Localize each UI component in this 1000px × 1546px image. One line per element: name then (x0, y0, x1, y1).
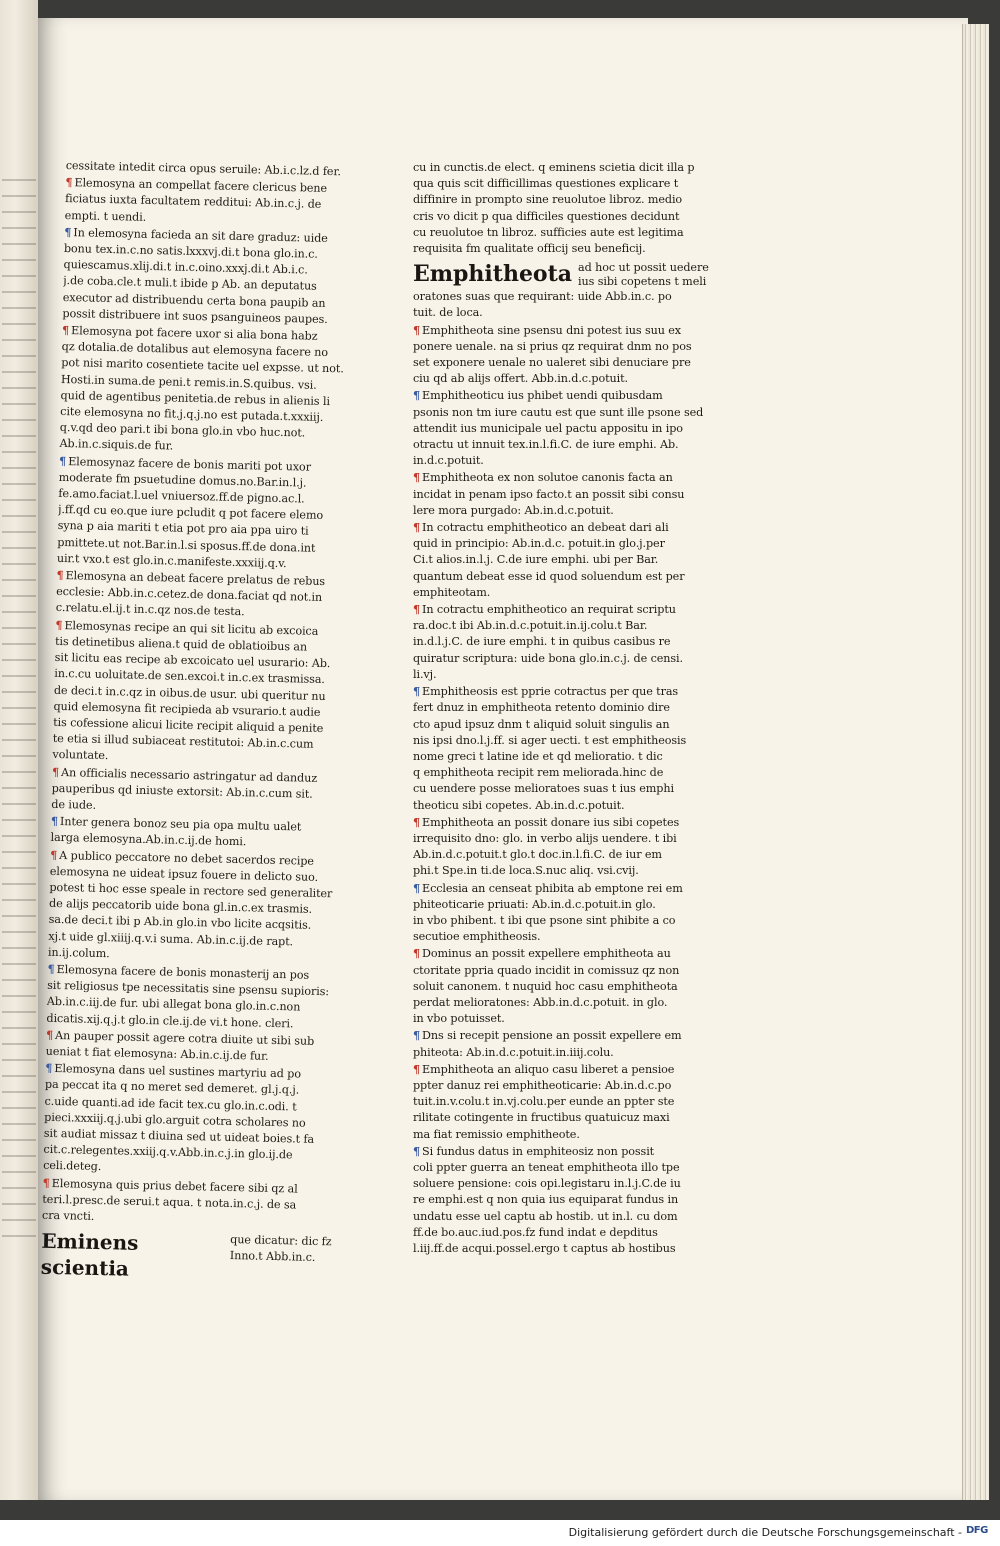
line-text: nis ipsi dno.l.j.ff. si ager uecti. t est emphitheosis (413, 733, 687, 747)
text-line (413, 1110, 703, 1126)
line-text: nome greci t latine ide et qd melioratio. t dic (413, 749, 663, 763)
text-line (413, 339, 703, 355)
line-text: c.uide quanti.ad ide facit tex.cu glo.in.c.odi. t (44, 1094, 297, 1114)
text-line: que dicatur: dic fz (230, 1233, 332, 1249)
line-text: coli ppter guerra an teneat emphitheota illo tpe (413, 1160, 680, 1174)
line-text: celi.deteg. (42, 1159, 102, 1174)
line-text: Emphitheota an possit donare ius sibi copetes (422, 815, 680, 829)
text-line (413, 1241, 703, 1257)
line-text: ciu qd ab alijs offert. Abb.in.d.c.potuit. (413, 372, 628, 386)
line-text: pmittete.ut not.Bar.in.l.si sposus.ff.de dona.int (57, 535, 316, 555)
line-text: executor ad distribuendu certa bona paupib an (62, 290, 326, 310)
text-line: tuit. de loca. (413, 306, 483, 320)
line-text: tis detinetibus aliena.t quid de oblatioibus an (54, 634, 308, 654)
right-text-column (413, 160, 709, 1257)
heading-side-text (578, 261, 709, 289)
line-text: In elemosyna facieda an sit dare graduz: uide (73, 225, 328, 245)
line-text: ficiatus iuxta facultatem redditui: Ab.in.c.j. de (64, 192, 322, 212)
line-text: Emphitheota sine psensu dni potest ius suu ex (422, 323, 681, 337)
text-line (413, 717, 703, 733)
text-line: diffinire in prompto sine reuolutoe libroz. medio (413, 193, 683, 207)
line-text: ra.doc.t ibi Ab.in.d.c.potuit.in.ij.colu.t Bar. (413, 619, 648, 633)
line-text: Elemosyna pot facere uxor si alia bona habz (70, 324, 318, 343)
line-text: pauperibus qd iniuste extorsit: Ab.in.c.cum sit. (51, 781, 313, 801)
line-text: undatu esse uel captu ab hostib. ut in.l. cu dom (413, 1209, 678, 1223)
text-line (413, 847, 703, 863)
line-text: te etia si illud subiaceat restitutoi: Ab.in.c.cum (52, 731, 314, 751)
text-line: requisita fm qualitate officij seu beneficij. (413, 242, 646, 256)
line-text: Ab.in.c.iij.de fur. ubi allegat bona glo.in.c.non (46, 995, 301, 1014)
line-text: fert dnuz in emphitheota retento dominio dire (413, 701, 670, 715)
line-text: ma fiat remissio emphitheote. (413, 1127, 580, 1141)
text-line (413, 1192, 703, 1208)
text-line (413, 863, 703, 879)
pilcrow-blue-mark: ¶ (413, 880, 421, 895)
line-text: rilitate cotingente in fructibus quatuicuz maxi (413, 1111, 670, 1125)
text-line (413, 1176, 703, 1192)
line-text: l.iij.ff.de acqui.possel.ergo t captus ab hostibus (413, 1242, 676, 1255)
line-text: Emphitheota ex non solutoe canonis facta an (422, 471, 673, 485)
line-text: psonis non tm iure cautu est que sunt ille psone sed (413, 405, 703, 419)
line-text: Elemosyna quis prius debet facere sibi qz al (51, 1176, 298, 1196)
line-text: Ab.in.d.c.potuit.t glo.t doc.in.l.fi.C. de iur em (413, 848, 662, 862)
line-text: syna p aia mariti t etia pot pro aia ppa uiro ti (57, 519, 309, 539)
line-text: ff.de bo.auc.iud.pos.fz fund indat e depditus (413, 1225, 658, 1239)
pilcrow-red-mark: ¶ (50, 847, 58, 862)
line-text: incidat in penam ipso facto.t an possit sibi consu (413, 487, 685, 501)
text-line: oratones suas que requirant: uide Abb.in.c. po (413, 290, 672, 304)
line-text: Emphitheota an aliquo casu liberet a pensioe (422, 1062, 675, 1076)
text-line (413, 781, 703, 797)
text-line (413, 1143, 703, 1160)
line-text: An officialis necessario astringatur ad danduz (60, 765, 318, 785)
line-text: pot nisi marito cosentiete tacite uel expsse. ut not. (61, 356, 344, 376)
line-text: cite elemosyna no fit.j.q.j.no est putada.t.xxxiij. (60, 404, 324, 424)
line-text: soluit canonem. t nuquid hoc casu emphitheota (413, 979, 678, 993)
text-line (413, 421, 703, 437)
text-line (413, 749, 703, 765)
line-text: An pauper possit agere cotra diuite ut sibi sub (54, 1028, 315, 1048)
line-text: quid elemosyna fit recipieda ab vsurario.t audie (53, 699, 321, 719)
line-text: In cotractu emphitheotico an debeat dari ali (422, 521, 669, 535)
line-text: sit religiosus tpe necessitatis sine psensu supioris: (47, 978, 330, 999)
line-text: j.ff.qd cu eo.que iure pcludit q pot facere elemo (57, 503, 324, 523)
pilcrow-red-mark: ¶ (45, 1027, 54, 1042)
line-text: soluere pensione: cois opi.legistaru in.l.j.C.de iu (413, 1177, 681, 1191)
line-text: uir.t vxo.t est glo.in.c.manifeste.xxxiij.q.v. (56, 551, 287, 570)
text-line: Inno.t Abb.in.c. (229, 1249, 316, 1265)
line-text: perdat melioratones: Abb.in.d.c.potuit. in glo. (413, 995, 668, 1009)
text-line (413, 1027, 703, 1044)
line-text: Elemosyna an debeat facere prelatus de rebus (65, 569, 326, 589)
pilcrow-red-mark: ¶ (413, 520, 421, 535)
line-text: xj.t uide gl.xiiij.q.v.i suma. Ab.in.c.ij.de rapt. (48, 929, 294, 948)
pilcrow-blue-mark: ¶ (45, 1060, 53, 1076)
pilcrow-blue-mark: ¶ (413, 684, 421, 699)
text-line (413, 995, 703, 1011)
text-line (413, 1061, 703, 1078)
text-line (413, 814, 703, 831)
line-text: cra vncti. (41, 1208, 95, 1223)
text-line: qua quis scit difficillimas questiones explicare t (413, 177, 679, 191)
pilcrow-blue-mark: ¶ (413, 1028, 421, 1043)
emphitheota-heading-block (413, 261, 709, 289)
line-text: sit audiat missaz t diuina sed ut uideat boies.t fa (43, 1126, 315, 1146)
line-text: Elemosynaz facere de bonis mariti pot uxor (68, 454, 312, 474)
text-line (413, 387, 703, 404)
line-text: emphiteotam. (413, 585, 491, 599)
line-text: irrequisito dno: glo. in verbo alijs uendere. t ibi (413, 831, 677, 845)
line-text: quiratur scriptura: uide bona glo.in.c.j. de censi. (413, 651, 683, 665)
pilcrow-blue-mark: ¶ (47, 961, 55, 976)
pilcrow-red-mark: ¶ (413, 602, 421, 617)
pilcrow-red-mark: ¶ (65, 175, 73, 190)
text-line (413, 1045, 703, 1061)
line-text: de deci.t in.c.qz in oibus.de usur. ubi queritur nu (53, 683, 326, 703)
text-line (413, 355, 703, 371)
line-text: in.c.cu uoluitate.de sen.excoi.t in.c.ex trasmissa. (54, 667, 325, 687)
pilcrow-red-mark: ¶ (413, 470, 421, 485)
text-line: ius sibi copetens t meli (578, 275, 707, 289)
text-line (413, 634, 703, 650)
line-text: Elemosyna an compellat facere clericus bene (74, 176, 328, 196)
line-text: moderate fm psuetudine domus.no.Bar.in.l.j. (58, 470, 307, 490)
line-text: qz dotalia.de dotalibus aut elemosyna facere no (61, 340, 329, 360)
pilcrow-blue-mark: ¶ (413, 388, 421, 403)
line-text: j.de coba.cle.t muli.t ibide p Ab. an deputatus (63, 274, 317, 294)
pilcrow-red-mark: ¶ (51, 764, 60, 779)
line-text: quid de agentibus penitetia.de rebus in alienis li (60, 388, 331, 408)
line-text: in vbo phibent. t ibi que psone sint phibite a co (413, 913, 676, 927)
line-text: ppter danuz rei emphitheoticarie: Ab.in.d.c.po (413, 1078, 672, 1092)
text-line (413, 913, 703, 929)
line-text: de alijs peccatorib uide bona gl.in.c.ex trasmis. (48, 896, 313, 916)
line-text: Hosti.in suma.de peni.t remis.in.S.quibus. vsi. (60, 372, 317, 392)
pilcrow-blue-mark: ¶ (64, 224, 72, 239)
line-text: Ab.in.c.siquis.de fur. (59, 437, 174, 453)
text-line (413, 453, 703, 469)
pilcrow-red-mark: ¶ (413, 322, 421, 337)
section-heading: Emphitheota (413, 261, 573, 288)
text-line (413, 945, 703, 962)
text-line (413, 1094, 703, 1110)
heading-side-text (230, 1232, 332, 1267)
line-text: Dominus an possit expellere emphitheota au (422, 947, 671, 961)
text-line (413, 831, 703, 847)
line-text: Ecclesia an censeat phibita ab emptone rei em (422, 881, 683, 895)
line-text: Elemosyna facere de bonis monasterij an pos (56, 962, 310, 982)
text-line (413, 405, 703, 421)
line-text: secutioe emphitheosis. (413, 930, 541, 944)
text-line: cu in cunctis.de elect. q eminens scietia dicit illa p (413, 161, 695, 174)
text-line (413, 667, 703, 683)
line-text: empti. t uendi. (64, 208, 147, 224)
text-line (413, 798, 703, 814)
line-text: quiescamus.xlij.di.t in.c.oino.xxxj.di.t Ab.i.c. (63, 258, 308, 277)
line-text: ueniat t fiat elemosyna: Ab.in.c.ij.de fur. (45, 1044, 269, 1063)
text-line (413, 1225, 703, 1241)
line-text: q emphitheota recipit rem meliorada.hinc de (413, 766, 664, 780)
text-line (413, 1127, 703, 1143)
line-text: Dns si recepit pensione an possit expellere em (422, 1029, 682, 1043)
line-text: re emphi.est q non quia ius equiparat fundus in (413, 1193, 679, 1207)
text-line (413, 437, 703, 453)
text-line (413, 1078, 703, 1094)
line-text: c.relatu.el.ij.t in.c.qz nos.de testa. (55, 601, 245, 619)
line-text: in vbo potuisset. (413, 1012, 505, 1026)
footer-bar (0, 1520, 1000, 1546)
line-text: quantum debeat esse id quod soluendum est per (413, 569, 685, 583)
text-line (413, 733, 703, 749)
text-line (413, 683, 703, 700)
text-line (413, 585, 703, 601)
page-stack-edge (962, 24, 989, 1500)
line-text: Elemosynas recipe an qui sit licitu ab excoica (64, 618, 319, 638)
text-line (413, 651, 703, 667)
pilcrow-blue-mark: ¶ (58, 453, 67, 468)
text-line (413, 979, 703, 995)
text-line (413, 929, 703, 945)
text-line (413, 880, 703, 897)
text-line: cu reuolutoe tn libroz. sufficies aute est legitima (413, 225, 684, 239)
text-line (413, 519, 703, 536)
line-text: ctoritate ppria quado incidit in comissuz qz non (413, 963, 680, 977)
line-text: ecclesie: Abb.in.c.cetez.de dona.faciat qd not.in (56, 585, 323, 605)
line-text: Ci.t alios.in.l.j. C.de iure emphi. ubi per Bar. (413, 553, 659, 567)
text-line (413, 503, 703, 519)
line-text: lere mora purgado: Ab.in.d.c.potuit. (413, 503, 614, 517)
line-text: dicatis.xij.q.j.t glo.in cle.ij.de vi.t hone. cleri. (46, 1011, 294, 1030)
line-text: tuit.in.v.colu.t in.vj.colu.per eunde an ppter ste (413, 1095, 675, 1109)
line-text: sa.de deci.t ibi p Ab.in glo.in vbo licite acqsitis. (48, 913, 312, 933)
line-text: q.v.qd deo pari.t ibi bona glo.in vbo huc.not. (59, 421, 306, 440)
text-line (413, 322, 703, 339)
pilcrow-red-mark: ¶ (55, 617, 63, 632)
pilcrow-red-mark: ¶ (56, 567, 64, 583)
line-text: phiteota: Ab.in.d.c.potuit.in.iiij.colu. (413, 1045, 614, 1059)
line-text: bonu tex.in.c.no satis.lxxxvj.di.t bona glo.in.c. (63, 241, 318, 261)
pilcrow-red-mark: ¶ (413, 1061, 421, 1076)
line-text: set exponere uenale no ualeret sibi denuciare pre (413, 356, 691, 370)
line-text: de iude. (51, 797, 97, 812)
text-line (413, 536, 703, 552)
text-line (413, 569, 703, 585)
footer-credit: Digitalisierung gefördert durch die Deutsche Forschungsgemeinschaft - (568, 1526, 962, 1539)
pilcrow-red-mark: ¶ (413, 946, 421, 961)
line-text: in.ij.colum. (47, 945, 110, 960)
text-line (413, 700, 703, 716)
text-line (413, 1011, 703, 1027)
line-text: theoticu sibi copetes. Ab.in.d.c.potuit. (413, 798, 625, 812)
line-text: possit distribuere int suos psanguineos paupes. (62, 306, 328, 326)
line-text: attendit ius municipale uel pactu appositu in ipo (413, 421, 683, 435)
pilcrow-blue-mark: ¶ (413, 1143, 421, 1158)
text-line: cris vo dicit p qua difficiles questiones decidunt (413, 209, 680, 223)
line-text: li.vj. (413, 667, 437, 681)
line-text: otractu ut innuit tex.in.l.fi.C. de iure emphi. Ab. (413, 438, 679, 452)
text-line (413, 552, 703, 568)
line-text: phiteoticarie priuati: Ab.in.d.c.potuit.in glo. (413, 897, 656, 911)
line-text: quid in principio: Ab.in.d.c. potuit.in glo.j.per (413, 537, 665, 551)
text-line (413, 897, 703, 913)
text-line (413, 765, 703, 781)
text-line (413, 469, 703, 486)
line-text: fe.amo.faciat.l.uel vniuersoz.ff.de pigno.ac.l. (58, 486, 305, 506)
line-text: tis cofessione alicui licite recipit aliquid a penite (53, 715, 324, 735)
line-text: Si fundus datus in emphiteosiz non possit (422, 1144, 655, 1158)
line-text: potest ti hoc esse speale in rectore sed generaliter (49, 880, 333, 901)
dfg-logo: DFG (966, 1525, 988, 1536)
line-text: In cotractu emphitheotico an requirat scriptu (422, 603, 676, 617)
line-text: larga elemosyna.Ab.in.c.ij.de homi. (50, 831, 247, 849)
text-line (413, 963, 703, 979)
line-text: sit licitu eas recipe ab excoicato uel usurario: Ab. (54, 650, 331, 671)
text-line (413, 1209, 703, 1225)
text-line (413, 1160, 703, 1176)
section-heading: Eminens scientia (40, 1228, 139, 1281)
line-text: phi.t Spe.in ti.de loca.S.nuc aliq. vsi.cvij. (413, 864, 639, 878)
pilcrow-red-mark: ¶ (42, 1175, 50, 1190)
text-line (413, 371, 703, 387)
line-text: ponere uenale. na si prius qz requirat dnm no pos (413, 339, 692, 353)
text-line: ad hoc ut possit uedere (578, 261, 709, 275)
line-text: in.d.l.j.C. de iure emphi. t in quibus casibus re (413, 635, 671, 649)
line-text: in.d.c.potuit. (413, 454, 484, 468)
pilcrow-red-mark: ¶ (61, 322, 70, 338)
line-text: cit.c.relegentes.xxiij.q.v.Abb.in.c.j.in glo.ij.de (43, 1142, 293, 1162)
line-text: teri.l.presc.de serui.t aqua. t nota.in.c.j. de sa (42, 1192, 297, 1212)
line-text: Inter genera bonoz seu pia opa multu ualet (59, 815, 302, 834)
line-text: cto apud ipsuz dnm t aliquid soluit singulis an (413, 717, 670, 731)
line-text: cessitate intedit circa opus seruile: Ab.i.c.lz.d fer. (65, 158, 342, 179)
line-text: Elemosyna dans uel sustines martyriu ad po (54, 1062, 302, 1081)
pilcrow-blue-mark: ¶ (50, 813, 59, 829)
eminens-heading-block (41, 1228, 332, 1287)
line-text: pieci.xxxiij.q.j.ubi glo.arguit cotra scholares no (44, 1110, 306, 1130)
line-text: voluntate. (52, 748, 109, 763)
line-text: cu uendere posse melioratoes suas t ius emphi (413, 782, 674, 796)
facing-page-text-fragments (2, 170, 36, 1250)
line-text: Emphitheoticu ius phibet uendi quibusdam (422, 389, 663, 403)
line-text: pa peccat ita q no meret sed demeret. gl.j.q.j. (44, 1078, 300, 1097)
text-line (413, 601, 703, 618)
pilcrow-red-mark: ¶ (413, 814, 421, 829)
text-line (413, 487, 703, 503)
left-text-column (41, 158, 356, 1286)
line-text: Emphitheosis est pprie cotractus per que tras (422, 685, 679, 699)
facing-page-edge (0, 0, 38, 1500)
line-text: A publico peccatore no debet sacerdos recipe (59, 848, 315, 868)
line-text: elemosyna ne uideat ipsuz fouere in delicto suo. (49, 864, 319, 884)
text-line (413, 618, 703, 634)
